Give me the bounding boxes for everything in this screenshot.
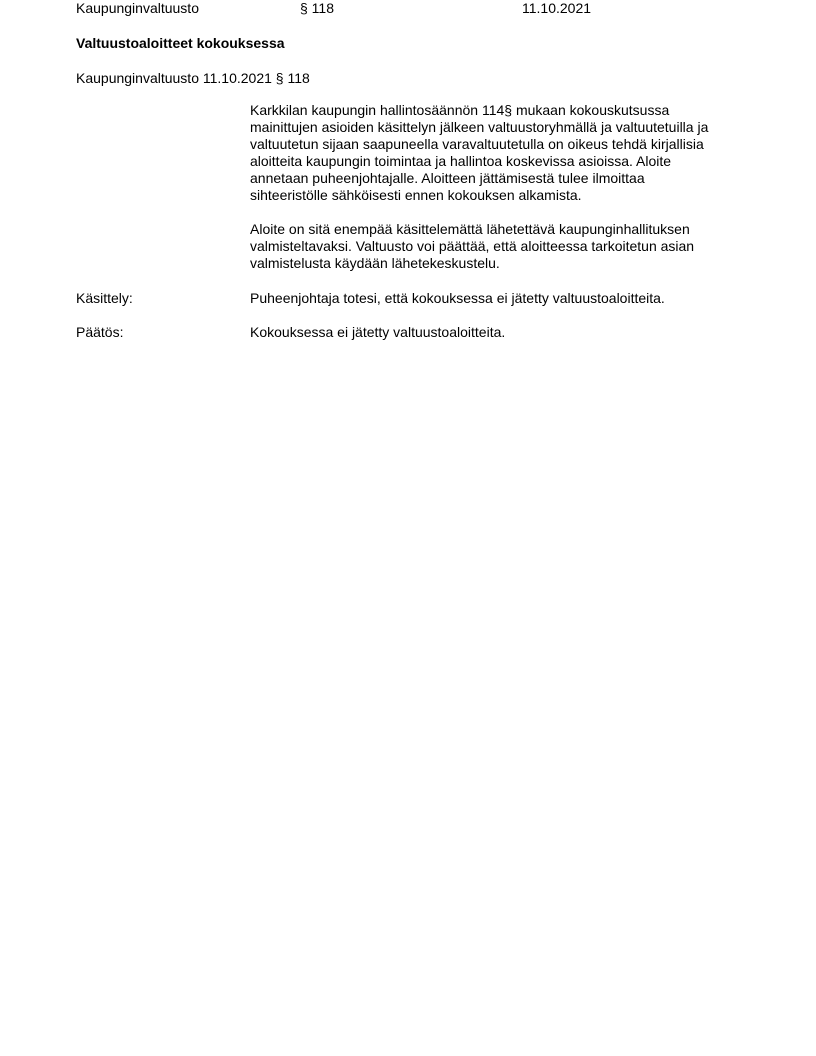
paragraph-line: Aloite on sitä enempää käsittelemättä lähetettävä kaupunginhallituksen	[250, 221, 690, 237]
document-title: Valtuustoaloitteet kokouksessa	[76, 35, 285, 51]
header-date: 11.10.2021	[522, 0, 592, 16]
decision-value: Kokouksessa ei jätetty valtuustoaloitteita.	[250, 324, 506, 340]
paragraph-line: aloitteita kaupungin toimintaa ja hallintoa koskevissa asioissa. Aloite	[250, 153, 672, 169]
paragraph-line: Karkkilan kaupungin hallintosäännön 114§ mukaan kokouskutsussa	[250, 102, 670, 118]
paragraph-line: valmisteltavaksi. Valtuusto voi päättää, että aloitteessa tarkoitetun asian	[250, 238, 695, 254]
header-body-name: Kaupunginvaltuusto	[76, 0, 199, 16]
paragraph-2	[250, 221, 750, 272]
paragraph-line: annetaan puheenjohtajalle. Aloitteen jättämisestä tulee ilmoittaa	[250, 170, 645, 186]
paragraph-line: valtuutetun sijaan saapuneella varavaltuutetulla on oikeus tehdä kirjallisia	[250, 136, 704, 152]
header-section-number: § 118	[300, 0, 334, 16]
meeting-reference: Kaupunginvaltuusto 11.10.2021 § 118	[76, 70, 310, 86]
paragraph-line: mainittujen asioiden käsittelyn jälkeen valtuustoryhmällä ja valtuutetuilla ja	[250, 119, 709, 135]
handling-value: Puheenjohtaja totesi, että kokouksessa ei jätetty valtuustoaloitteita.	[250, 290, 665, 306]
paragraph-1	[250, 102, 750, 204]
paragraph-line: valmistelusta käydään lähetekeskustelu.	[250, 255, 500, 271]
paragraph-line: sihteeristölle sähköisesti ennen kokouksen alkamista.	[250, 187, 582, 203]
page-header	[76, 0, 776, 18]
handling-label: Käsittely:	[76, 290, 133, 306]
decision-label: Päätös:	[76, 324, 124, 340]
